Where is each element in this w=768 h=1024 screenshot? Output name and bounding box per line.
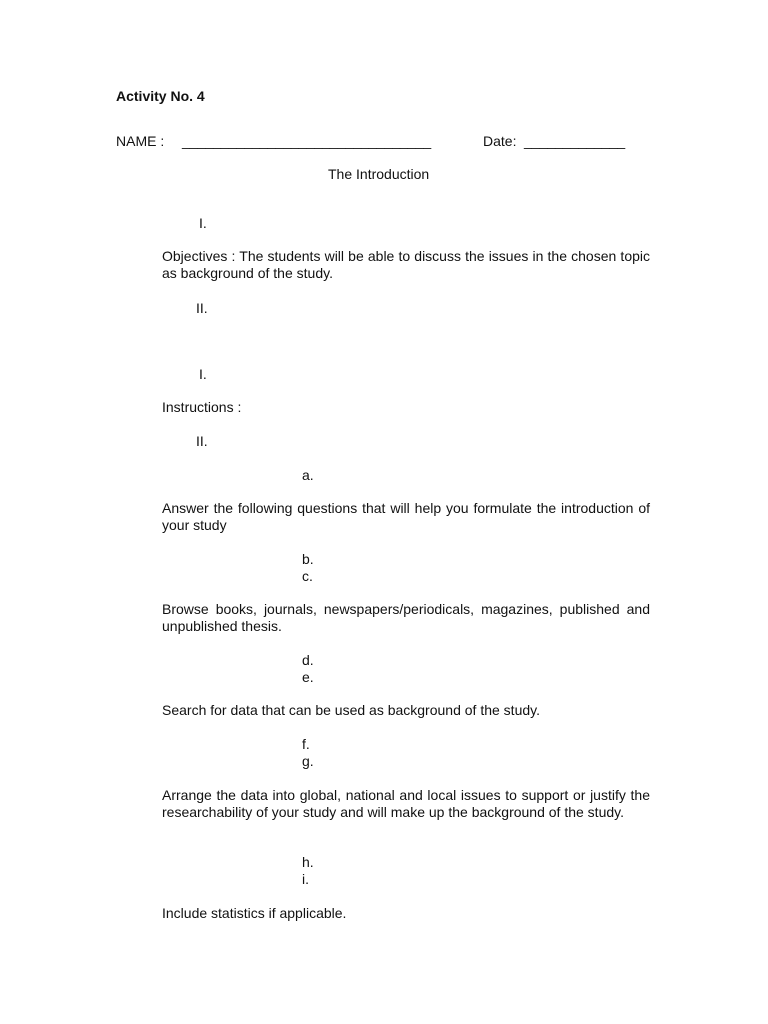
instructions-label: Instructions : bbox=[162, 399, 242, 415]
objectives-text: Objectives : The students will be able to discuss the issues in the chosen topic as background of the study. bbox=[162, 248, 650, 281]
roman-marker: II. bbox=[196, 433, 208, 449]
name-label: NAME : bbox=[116, 133, 165, 149]
date-label: Date: bbox=[483, 133, 517, 149]
step-text: Include statistics if applicable. bbox=[162, 905, 347, 921]
roman-marker: II. bbox=[196, 300, 208, 316]
activity-title: Activity No. 4 bbox=[116, 88, 205, 104]
step-marker: a. bbox=[302, 467, 314, 483]
step-marker: h. bbox=[302, 854, 314, 870]
roman-marker: I. bbox=[199, 215, 207, 231]
step-text: Answer the following questions that will help you formulate the introduction of your study bbox=[162, 500, 650, 533]
section-title: The Introduction bbox=[328, 166, 430, 182]
step-marker: c. bbox=[302, 568, 313, 584]
step-marker: d. bbox=[302, 652, 314, 668]
step-marker: i. bbox=[302, 871, 309, 887]
step-marker: e. bbox=[302, 669, 314, 685]
step-text: Arrange the data into global, national and local issues to support or justify the researchability of your study and will make up the background of the study. bbox=[162, 787, 650, 820]
step-marker: b. bbox=[302, 551, 314, 567]
step-text: Search for data that can be used as background of the study. bbox=[162, 702, 540, 718]
roman-marker: I. bbox=[199, 366, 207, 382]
step-text: Browse books, journals, newspapers/periodicals, magazines, published and unpublished thesis. bbox=[162, 601, 650, 634]
step-marker: f. bbox=[302, 736, 310, 752]
name-blank-line: ________________________________ bbox=[182, 133, 432, 149]
date-blank-line: _____________ bbox=[524, 133, 626, 149]
step-marker: g. bbox=[302, 753, 314, 769]
